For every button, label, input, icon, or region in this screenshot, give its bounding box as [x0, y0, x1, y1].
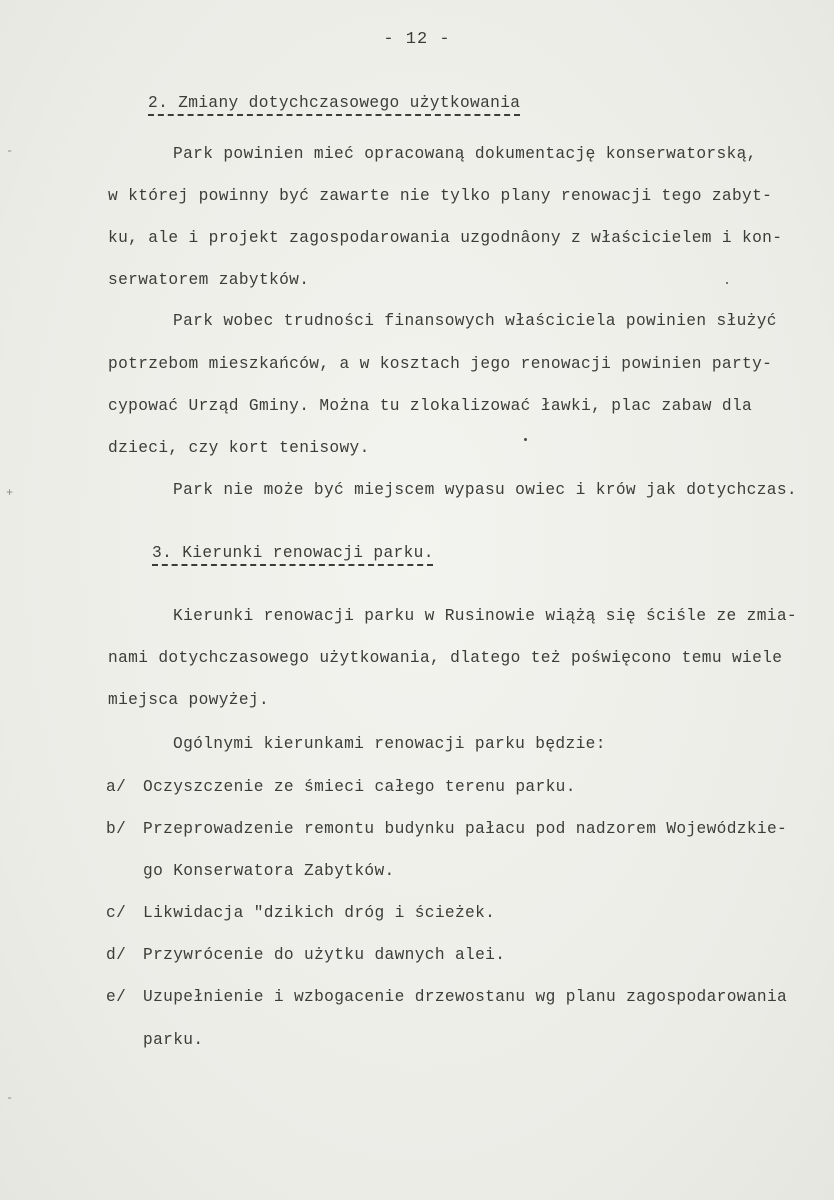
ink-speck [726, 282, 728, 284]
margin-mark: - [6, 1091, 14, 1105]
paragraph-line: Kierunki renowacji parku w Rusinowie wiążą się ściśle ze zmia- [173, 607, 797, 625]
list-marker: a/ [106, 778, 127, 796]
paragraph-line: Park nie może być miejscem wypasu owiec i krów jak dotychczas. [173, 481, 797, 499]
paragraph-line: nami dotychczasowego użytkowania, dlatego też poświęcono temu wiele [108, 649, 783, 667]
section-heading: 2. Zmiany dotychczasowego użytkowania [148, 94, 521, 112]
list-item: Uzupełnienie i wzbogacenie drzewostanu wg planu zagospodarowania [143, 988, 788, 1006]
list-item-continuation: parku. [143, 1031, 204, 1049]
list-item: Likwidacja "dzikich dróg i ścieżek. [143, 904, 496, 922]
paragraph-line: cypować Urząd Gminy. Można tu zlokalizować ławki, plac zabaw dla [108, 397, 753, 415]
list-item-continuation: go Konserwatora Zabytków. [143, 862, 395, 880]
paragraph-line: Park powinien mieć opracowaną dokumentację konserwatorską, [173, 145, 757, 163]
paragraph-line: serwatorem zabytków. [108, 271, 310, 289]
margin-mark: + [6, 486, 14, 500]
list-marker: b/ [106, 820, 127, 838]
list-item: Przywrócenie do użytku dawnych alei. [143, 946, 506, 964]
section-heading: 3. Kierunki renowacji parku. [152, 544, 434, 562]
paragraph-line: miejsca powyżej. [108, 691, 270, 709]
list-marker: e/ [106, 988, 127, 1006]
ink-speck [524, 438, 527, 441]
list-marker: c/ [106, 904, 127, 922]
list-item: Przeprowadzenie remontu budynku pałacu pod nadzorem Wojewódzkie- [143, 820, 788, 838]
paragraph-line: Park wobec trudności finansowych właściciela powinien służyć [173, 312, 777, 330]
paragraph-line: w której powinny być zawarte nie tylko plany renowacji tego zabyt- [108, 187, 773, 205]
paragraph-line: dzieci, czy kort tenisowy. [108, 439, 370, 457]
margin-mark: - [6, 144, 14, 158]
paragraph-line: potrzebom mieszkańców, a w kosztach jego renowacji powinien party- [108, 355, 773, 373]
page-number: - 12 - [383, 30, 451, 49]
list-marker: d/ [106, 946, 127, 964]
paragraph-line: ku, ale i projekt zagospodarowania uzgodnâony z właścicielem i kon- [108, 229, 783, 247]
paragraph-line: Ogólnymi kierunkami renowacji parku będzie: [173, 735, 606, 753]
list-item: Oczyszczenie ze śmieci całego terenu parku. [143, 778, 576, 796]
